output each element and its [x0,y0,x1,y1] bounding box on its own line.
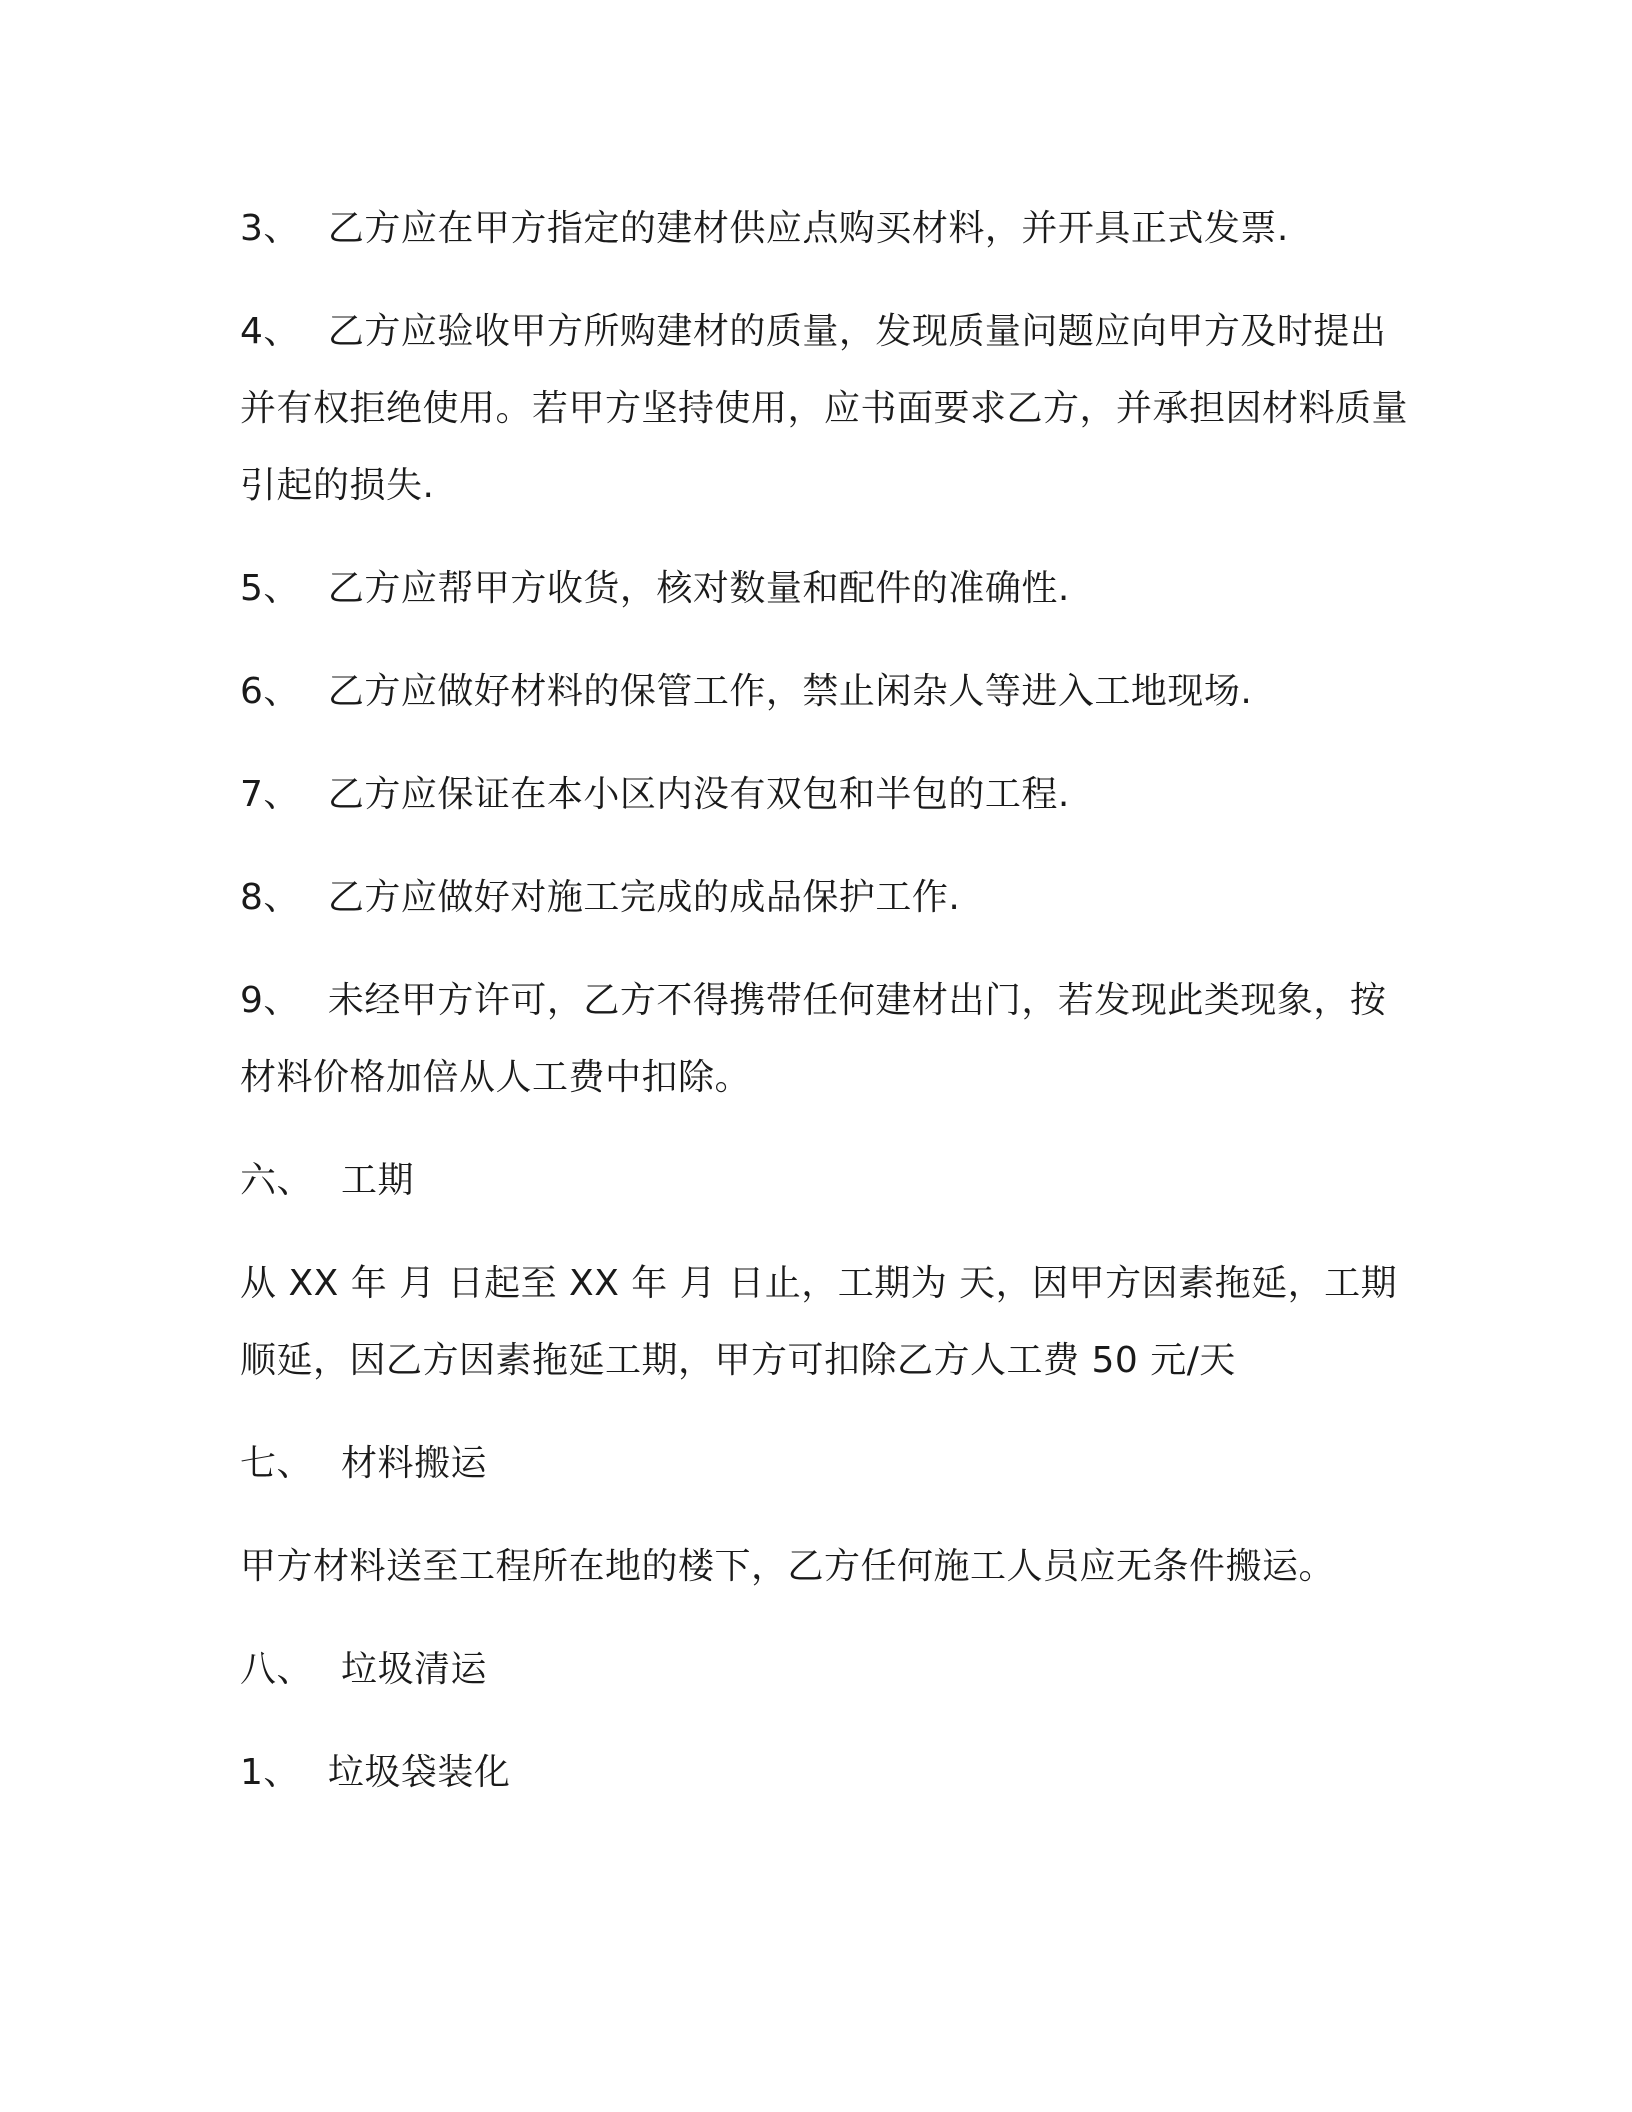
clause-number: 1、 [240,1752,300,1793]
paragraph-text: 从 XX 年 月 日起至 XX 年 月 日止，工期为 天，因甲方因素拖延，工期顺延，因乙方因素拖延工期，甲方可扣除乙方人工费 50 元/天 [240,1263,1398,1381]
waste-clause-1 [240,1734,1410,1811]
clause-number: 6、 [240,671,300,712]
schedule-paragraph [240,1245,1410,1399]
clause-4 [240,293,1410,524]
document-body [240,190,1410,1837]
section-number: 六、 [240,1160,314,1201]
clause-8 [240,859,1410,936]
section-title: 垃圾清运 [341,1649,488,1690]
clause-5 [240,550,1410,627]
clause-number: 3、 [240,208,300,249]
clause-number: 7、 [240,774,300,815]
section-title: 材料搬运 [341,1443,488,1484]
section-heading-material-transport [240,1425,1410,1502]
clause-text: 乙方应验收甲方所购建材的质量，发现质量问题应向甲方及时提出并有权拒绝使用。若甲方坚持使用，应书面要求乙方，并承担因材料质量引起的损失. [240,311,1409,506]
clause-text: 乙方应帮甲方收货，核对数量和配件的准确性. [327,568,1070,609]
section-heading-schedule [240,1142,1410,1219]
clause-number: 4、 [240,311,300,352]
section-number: 七、 [240,1443,314,1484]
clause-7 [240,756,1410,833]
clause-number: 5、 [240,568,300,609]
paragraph-text: 甲方材料送至工程所在地的楼下，乙方任何施工人员应无条件搬运。 [240,1546,1336,1587]
clause-number: 9、 [240,980,300,1021]
clause-number: 8、 [240,877,300,918]
section-title: 工期 [341,1160,415,1201]
section-number: 八、 [240,1649,314,1690]
clause-text: 乙方应做好材料的保管工作，禁止闲杂人等进入工地现场. [327,671,1253,712]
clause-text: 乙方应保证在本小区内没有双包和半包的工程. [327,774,1070,815]
section-heading-waste-removal [240,1631,1410,1708]
clause-text: 垃圾袋装化 [327,1752,511,1793]
clause-9 [240,962,1410,1116]
clause-text: 乙方应在甲方指定的建材供应点购买材料，并开具正式发票. [327,208,1289,249]
clause-3 [240,190,1410,267]
clause-text: 未经甲方许可，乙方不得携带任何建材出门，若发现此类现象，按材料价格加倍从人工费中扣除。 [240,980,1387,1098]
material-transport-paragraph [240,1528,1410,1605]
clause-6 [240,653,1410,730]
clause-text: 乙方应做好对施工完成的成品保护工作. [327,877,961,918]
